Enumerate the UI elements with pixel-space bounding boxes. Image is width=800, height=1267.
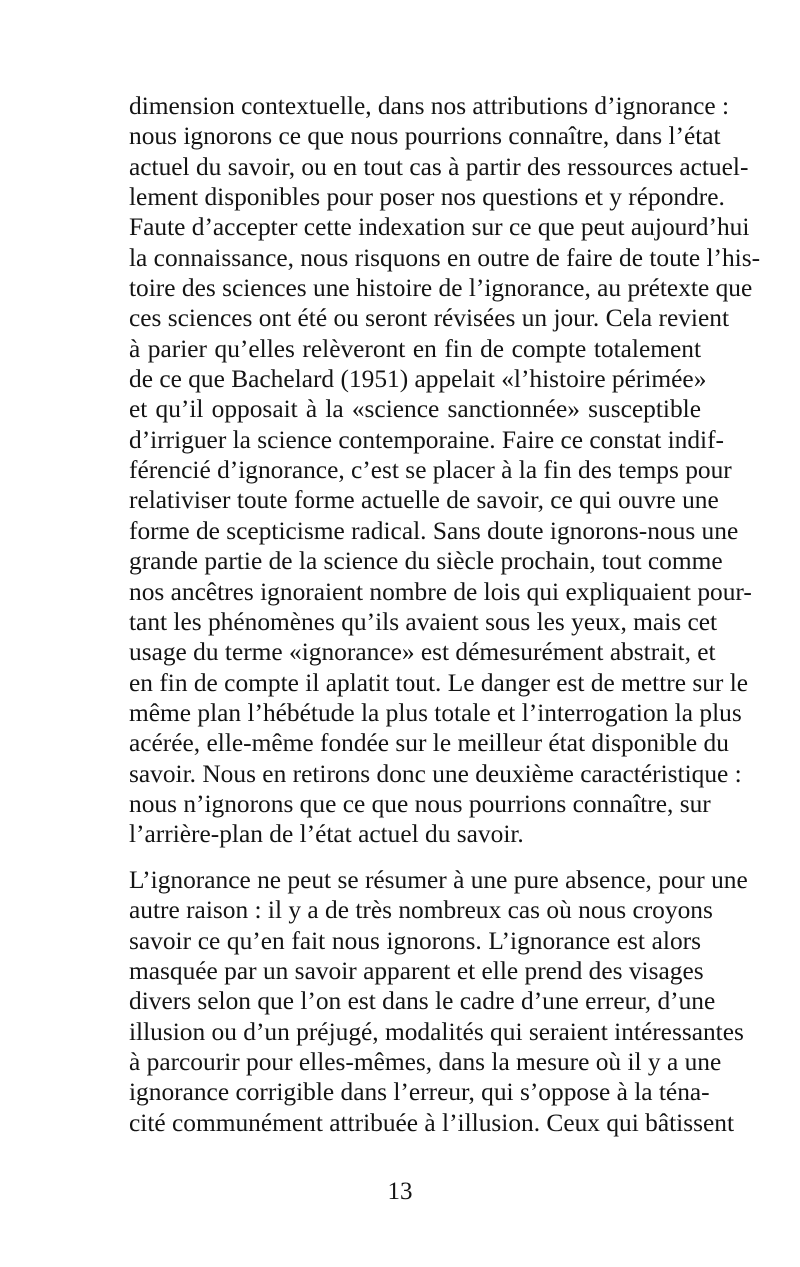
text-line: savoir. Nous en retirons donc une deuxième caractéristique : — [129, 759, 742, 788]
text-line: ces sciences ont été ou seront révisées un jour. Cela revient — [129, 304, 730, 333]
text-line: de ce que Bachelard (1951) appelait «l’histoire périmée» — [129, 365, 707, 394]
text-line: l’arrière-plan de l’état actuel du savoir. — [129, 820, 524, 849]
text-line: d’irriguer la science contemporaine. Faire ce constat indif- — [129, 425, 725, 454]
text-line: toire des sciences une histoire de l’ignorance, au prétexte que — [129, 274, 753, 303]
text-line: masquée par un savoir apparent et elle prend des visages — [129, 957, 704, 986]
paragraph-2 — [129, 865, 748, 1138]
text-line: et qu’il opposait à la «science sanctionnée» susceptible — [129, 395, 701, 424]
text-line: la connaissance, nous risquons en outre de faire de toute l’his- — [129, 243, 761, 272]
text-line: forme de scepticisme radical. Sans doute ignorons-nous une — [129, 516, 739, 545]
text-line: Faute d’accepter cette indexation sur ce que peut aujourd’hui — [129, 213, 750, 242]
text-line: en fin de compte il aplatit tout. Le danger est de mettre sur le — [129, 668, 749, 697]
text-line: nous n’ignorons que ce que nous pourrions connaître, sur — [129, 789, 711, 818]
text-line: illusion ou d’un préjugé, modalités qui seraient intéressantes — [129, 1017, 744, 1046]
text-line: lement disponibles pour poser nos questions et y répondre. — [129, 183, 725, 212]
text-line: autre raison : il y a de très nombreux cas où nous croyons — [129, 896, 713, 925]
text-line: usage du terme «ignorance» est démesurément abstrait, et — [129, 638, 716, 667]
text-line: tant les phénomènes qu’ils avaient sous les yeux, mais cet — [129, 607, 718, 636]
text-line: grande partie de la science du siècle prochain, tout comme — [129, 547, 723, 576]
text-line: actuel du savoir, ou en tout cas à partir des ressources actuel- — [129, 152, 749, 181]
text-line: savoir ce qu’en fait nous ignorons. L’ignorance est alors — [129, 926, 701, 955]
text-line: divers selon que l’on est dans le cadre d’une erreur, d’une — [129, 987, 716, 1016]
text-line: même plan l’hébétude la plus totale et l’interrogation la plus — [129, 698, 742, 727]
text-line: à parier qu’elles relèveront en fin de compte totalement — [129, 334, 701, 363]
text-line: férencié d’ignorance, c’est se placer à la fin des temps pour — [129, 456, 732, 485]
text-line: acérée, elle-même fondée sur le meilleur état disponible du — [129, 729, 729, 758]
text-line: L’ignorance ne peut se résumer à une pure absence, pour une — [129, 866, 748, 894]
page-number: 13 — [387, 1178, 413, 1205]
text-line: relativiser toute forme actuelle de savoir, ce qui ouvre une — [129, 486, 719, 515]
text-line: à parcourir pour elles-mêmes, dans la mesure où il y a une — [129, 1048, 722, 1077]
text-line: dimension contextuelle, dans nos attributions d’ignorance : — [129, 92, 730, 120]
text-line: nous ignorons ce que nous pourrions connaître, dans l’état — [129, 122, 721, 151]
paragraph-1 — [129, 91, 761, 850]
text-line: nos ancêtres ignoraient nombre de lois qui expliquaient pour- — [129, 577, 752, 606]
text-line: ignorance corrigible dans l’erreur, qui s’oppose à la téna- — [129, 1078, 710, 1107]
text-line: cité communément attribuée à l’illusion. Ceux qui bâtissent — [129, 1108, 734, 1137]
